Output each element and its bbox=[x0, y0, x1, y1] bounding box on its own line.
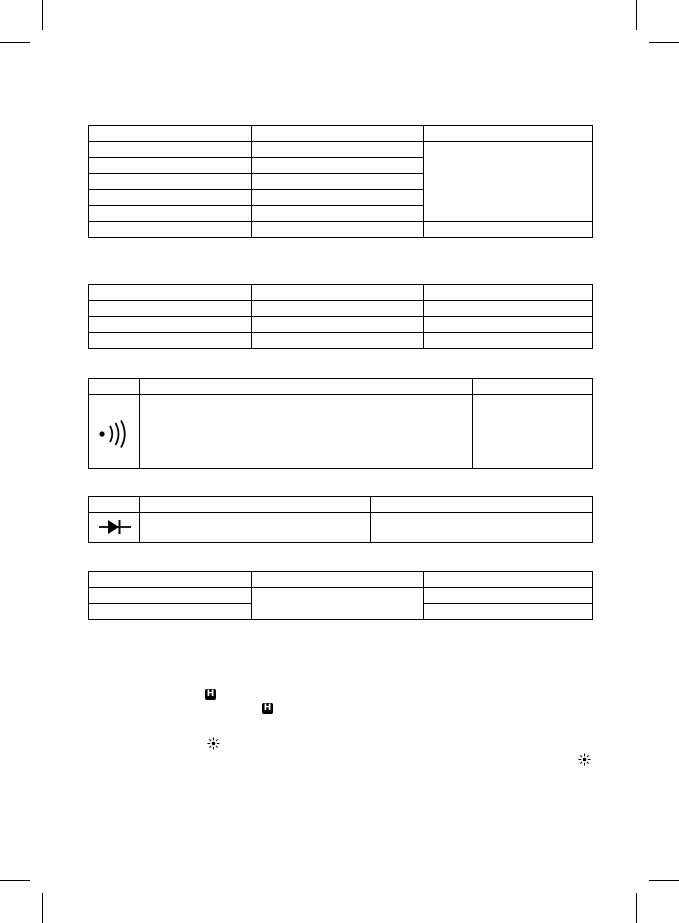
table-cell bbox=[89, 206, 252, 222]
crop-mark-bottom-right-h bbox=[649, 880, 679, 881]
spec-table-1 bbox=[88, 125, 593, 238]
table-cell bbox=[252, 206, 424, 222]
table-cell bbox=[371, 513, 593, 543]
table-cell bbox=[252, 222, 424, 238]
crop-mark-bottom-left-v bbox=[42, 893, 43, 923]
table-cell bbox=[140, 395, 473, 469]
table-cell bbox=[89, 497, 140, 513]
table-cell bbox=[424, 126, 593, 142]
table-cell bbox=[89, 142, 252, 158]
table-cell bbox=[252, 285, 424, 301]
table-cell bbox=[89, 379, 140, 395]
table-cell bbox=[424, 333, 593, 349]
sun-icon bbox=[207, 737, 220, 750]
crop-mark-top-right-v bbox=[636, 0, 637, 30]
table-cell bbox=[89, 301, 252, 317]
hold-h-icon: H bbox=[206, 689, 215, 699]
table-cell bbox=[89, 604, 252, 620]
diode-icon bbox=[99, 518, 131, 536]
table-cell bbox=[140, 379, 473, 395]
table-cell bbox=[89, 158, 252, 174]
table-cell bbox=[89, 190, 252, 206]
table-cell bbox=[424, 572, 593, 588]
diode-table bbox=[88, 496, 593, 543]
crop-mark-top-left-v bbox=[42, 0, 43, 30]
table-cell bbox=[89, 174, 252, 190]
table-cell bbox=[89, 333, 252, 349]
table-cell bbox=[252, 158, 424, 174]
table-cell bbox=[89, 222, 252, 238]
table-cell bbox=[424, 604, 593, 620]
table-cell bbox=[424, 285, 593, 301]
table-cell bbox=[473, 379, 593, 395]
continuity-table bbox=[88, 378, 593, 469]
table-cell bbox=[371, 497, 593, 513]
table-cell bbox=[140, 513, 371, 543]
crop-mark-bottom-left-h bbox=[0, 880, 30, 881]
table-cell bbox=[424, 301, 593, 317]
table-cell bbox=[89, 572, 252, 588]
table-cell bbox=[252, 174, 424, 190]
sound-waves-icon bbox=[96, 420, 132, 448]
table-cell bbox=[252, 317, 424, 333]
table-cell bbox=[252, 190, 424, 206]
table-cell bbox=[473, 395, 593, 469]
table-cell bbox=[252, 301, 424, 317]
table-cell bbox=[89, 588, 252, 604]
table-cell bbox=[424, 588, 593, 604]
crop-mark-top-right-h bbox=[649, 42, 679, 43]
table-cell bbox=[252, 572, 424, 588]
crop-mark-top-left-h bbox=[0, 42, 30, 43]
table-cell bbox=[252, 333, 424, 349]
table-cell bbox=[424, 222, 593, 238]
spec-table-5 bbox=[88, 571, 593, 620]
sun-icon bbox=[578, 753, 591, 766]
table-cell bbox=[89, 126, 252, 142]
spec-table-2 bbox=[88, 284, 593, 349]
table-cell bbox=[252, 142, 424, 158]
table-cell bbox=[252, 126, 424, 142]
table-cell bbox=[140, 497, 371, 513]
hold-h-icon: H bbox=[263, 703, 272, 713]
table-cell bbox=[89, 317, 252, 333]
table-cell bbox=[89, 285, 252, 301]
crop-mark-bottom-right-v bbox=[636, 893, 637, 923]
table-cell bbox=[424, 317, 593, 333]
table-cell-merged bbox=[252, 588, 424, 620]
table-cell-merged bbox=[424, 142, 593, 222]
